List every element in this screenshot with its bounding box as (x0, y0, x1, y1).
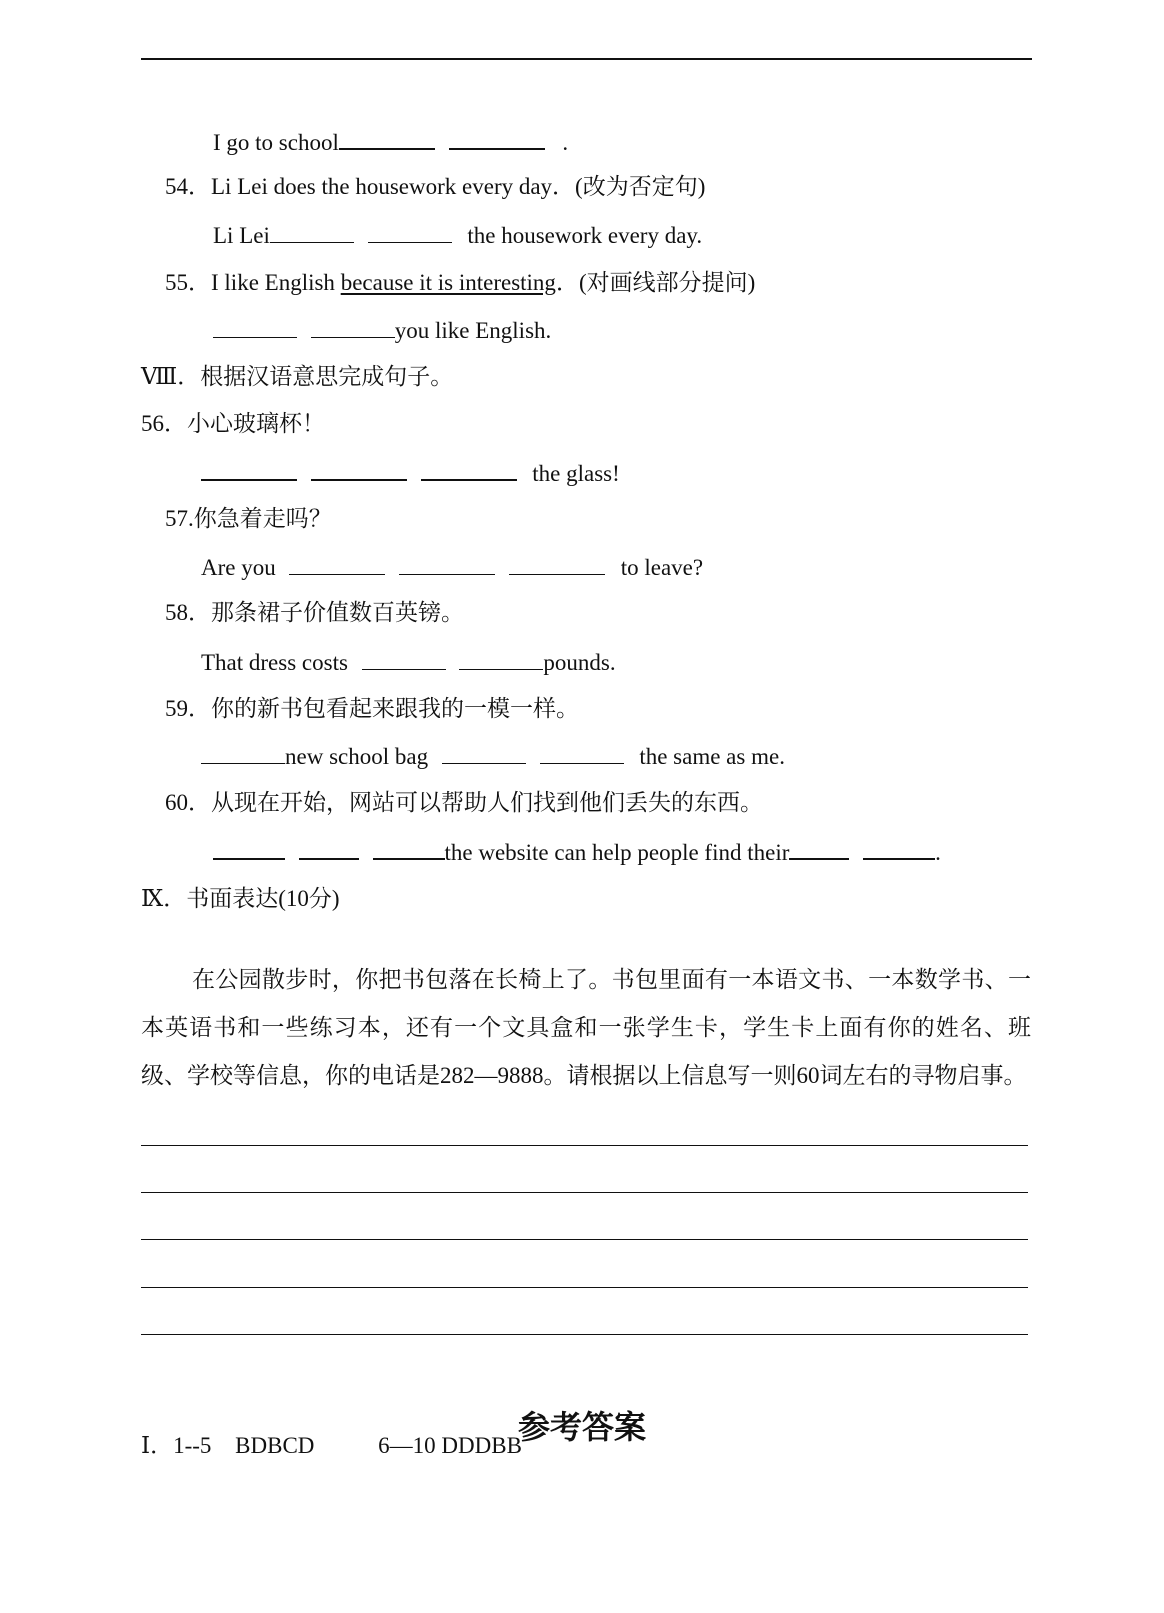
answer-part1-label: Ⅰ．1--5 (141, 1433, 212, 1458)
answer-blank[interactable] (509, 552, 605, 575)
q55-underlined-part: because it is interesting (340, 270, 556, 295)
q54-answer-suffix: the housework every day. (467, 223, 703, 248)
answer-blank[interactable] (213, 315, 297, 338)
q59-prompt: 59．你的新书包看起来跟我的一模一样。 (165, 696, 579, 721)
q60-prompt: 60．从现在开始，网站可以帮助人们找到他们丢失的东西。 (165, 790, 763, 815)
q53-answer-line (213, 126, 568, 158)
q54-number: 54． (165, 174, 211, 199)
answer-blank[interactable] (270, 220, 354, 243)
answer-blank[interactable] (299, 836, 359, 860)
q55-answer-line (213, 315, 551, 346)
answer-blank[interactable] (339, 126, 435, 150)
q58-answer-line (201, 647, 616, 678)
q55-number: 55． (165, 270, 211, 295)
answer-blank[interactable] (863, 836, 935, 860)
q60-answer-line (213, 836, 941, 868)
q57-prompt: 57.你急着走吗？ (165, 506, 332, 531)
q55-prompt-start: I like English (211, 270, 341, 295)
answer-blank[interactable] (373, 836, 445, 860)
section-9-title: Ⅸ．书面表达(10分) (141, 886, 340, 911)
writing-line[interactable] (141, 1192, 1028, 1193)
q54-prompt-line (165, 172, 705, 202)
answer-blank[interactable] (311, 315, 395, 338)
q54-answer-prefix: Li Lei (213, 223, 270, 248)
q59-answer-suffix: the same as me. (639, 744, 785, 769)
q58-prompt: 58．那条裙子价值数百英镑。 (165, 600, 464, 625)
answer-blank[interactable] (201, 457, 297, 481)
q57-answer-line (201, 552, 703, 583)
answer-blank[interactable] (311, 457, 407, 481)
answer-blank[interactable] (368, 220, 452, 243)
header-rule (141, 58, 1032, 60)
q56-prompt: 56．小心玻璃杯！ (141, 411, 325, 436)
q60-answer-middle: the website can help people find their (444, 840, 790, 865)
q56-answer-suffix: the glass! (532, 461, 620, 486)
answer-part2-values: DDDBB (441, 1433, 522, 1458)
writing-line[interactable] (141, 1287, 1028, 1288)
q58-answer-prefix: That dress costs (201, 650, 348, 675)
q55-answer-suffix: you like English. (394, 318, 552, 343)
q54-answer-line (213, 220, 702, 251)
answer-blank[interactable] (399, 552, 495, 575)
answer-key-heading: 参考答案 (517, 1408, 646, 1446)
writing-line[interactable] (141, 1145, 1028, 1146)
q59-answer-line (201, 741, 785, 772)
writing-line[interactable] (141, 1334, 1028, 1335)
q55-prompt-end: ．(对画线部分提问) (555, 270, 756, 295)
section-8-title: Ⅷ．根据汉语意思完成句子。 (141, 364, 454, 389)
q57-answer-prefix: Are you (201, 555, 276, 580)
answer-blank[interactable] (540, 741, 624, 764)
q54-prompt: Li Lei does the housework every day．(改为否定句) (211, 174, 706, 199)
q53-end: . (562, 130, 569, 155)
answer-blank[interactable] (362, 647, 446, 670)
answer-key-row (141, 1431, 522, 1461)
answer-blank[interactable] (289, 552, 385, 575)
answer-blank[interactable] (421, 457, 517, 481)
q57-answer-suffix: to leave? (620, 555, 704, 580)
answer-blank[interactable] (201, 741, 285, 764)
q53-answer-prefix: I go to school (213, 130, 339, 155)
answer-blank[interactable] (213, 836, 285, 860)
q58-answer-suffix: pounds. (543, 650, 616, 675)
answer-part2-label: 6—10 (378, 1433, 436, 1458)
q60-end: . (935, 840, 941, 865)
answer-blank[interactable] (449, 126, 545, 150)
writing-line[interactable] (141, 1239, 1028, 1240)
answer-part1-values: BDBCD (235, 1433, 315, 1458)
writing-instructions: 在公园散步时，你把书包落在长椅上了。书包里面有一本语文书、一本数学书、一本英语书和一些练习本，还有一个文具盒和一张学生卡，学生卡上面有你的姓名、班级、学校等信息，你的电话是282—9888。请根据以上信息写一则60词左右的寻物启事。 (141, 967, 1031, 1088)
q59-answer-middle: new school bag (285, 744, 429, 769)
answer-blank[interactable] (459, 647, 543, 670)
q55-prompt-line (165, 268, 755, 298)
answer-blank[interactable] (789, 836, 849, 860)
q56-answer-line (201, 457, 620, 489)
answer-blank[interactable] (442, 741, 526, 764)
